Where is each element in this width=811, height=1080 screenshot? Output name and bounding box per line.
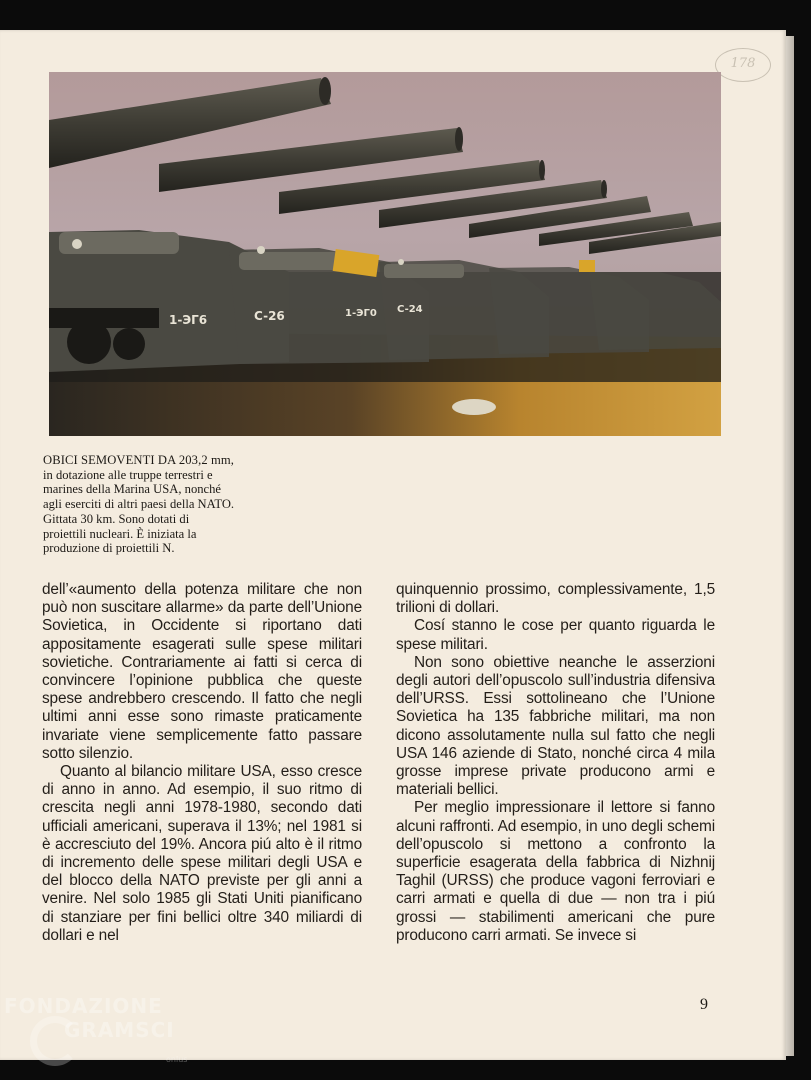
howitzer-photo — [49, 72, 721, 436]
page-number: 9 — [700, 996, 708, 1013]
archive-stamp — [715, 48, 771, 82]
caption-line: proiettili nucleari. È iniziata la — [43, 526, 197, 541]
vehicle-marking: C-26 — [254, 309, 285, 323]
caption-line: Gittata 30 km. Sono dotati di — [43, 511, 190, 526]
caption-line: marines della Marina USA, nonché — [43, 482, 222, 497]
caption-line: produzione di proiettili N. — [43, 541, 175, 556]
watermark-line1: FONDAZIONE — [4, 994, 163, 1018]
watermark-line2: GRAMSCI — [64, 1018, 175, 1042]
vehicle-marking: 1-ЭГ6 — [169, 313, 208, 327]
watermark — [4, 994, 188, 1064]
page-edge — [786, 36, 794, 1056]
caption-line: agli eserciti di altri paesi della NATO. — [43, 497, 235, 512]
photo-caption — [43, 453, 343, 556]
archive-stamp-number: 178 — [730, 56, 756, 71]
body-paragraph: Per meglio impressionare il lettore si fanno alcuni raffronti. Ad esempio, in uno degli schemi dell’opuscolo si mettono a confronto la superficie esagerata della fabbrica di Nizhnij Taghil (URSS) che produce vagoni ferroviari e carri armati e quella di due — non tra i piú grossi — stabilimenti americani che pure producono carri armati. Se invece si — [396, 799, 715, 944]
body-paragraph: Quanto al bilancio militare USA, esso cresce di anno in anno. Ad esempio, il suo ritmo di crescita negli anni 1978-1980, secondo dati ufficiali americani, superava il 13%; nel 1981 si è accresciuto del 19%. Ancora piú alto è il ritmo di incremento delle spese militari degli USA e del blocco della NATO previste per gli anni a venire. Nel solo 1985 gli Stati Uniti pianificano di stanziare per fini bellici oltre 340 miliardi di dollari e nel — [42, 763, 362, 944]
vehicle-marking: C-24 — [397, 304, 423, 315]
left-text-column — [42, 581, 362, 945]
howitzer-photo-drawing — [49, 72, 721, 436]
body-paragraph: dell’«aumento della potenza militare che non può non suscitare allarme» da parte dell’Unione Sovietica, in Occidente si riportano dati appositamente esagerati sulle spese militari sovietiche. Contrariamente ai fatti si cerca di convincere l’opinione pubblica che queste spese andrebbero crescendo. Il fatto che negli ultimi anni esse sono rimaste praticamente invariate viene semplicemente fatto passare sotto silenzio. — [42, 581, 362, 762]
watermark-line3: onlus — [166, 1055, 188, 1064]
body-paragraph: quinquennio prossimo, complessivamente, 1,5 trilioni di dollari. — [396, 581, 715, 617]
body-paragraph: Cosí stanno le cose per quanto riguarda le spese militari. — [396, 617, 715, 653]
right-text-column — [396, 581, 715, 945]
caption-heading: OBICI SEMOVENTI DA 203,2 mm, — [43, 453, 235, 467]
caption-line: in dotazione alle truppe terrestri e — [43, 467, 213, 482]
body-paragraph: Non sono obiettive neanche le asserzioni degli autori dell’opuscolo sull’industria difensiva dell’URSS. Essi sottolineano che l’Unione Sovietica ha 135 fabbriche militari, ma non dicono assolutamente nulla sul fatto che negli USA 146 aziende di Stato, nonché circa 4 mila grosse imprese private producono armi e materiali bellici. — [396, 653, 715, 799]
vehicle-marking: 1-ЭГ0 — [345, 308, 377, 319]
